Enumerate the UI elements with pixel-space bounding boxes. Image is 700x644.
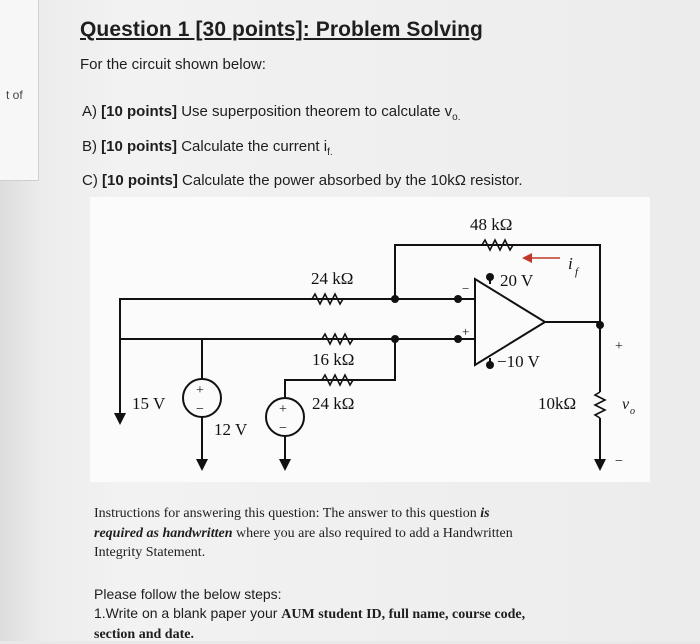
junction-dot [486,361,494,369]
source-12v-plus: + [279,402,287,417]
vo-minus-sign: − [615,454,623,469]
vcc-pos-label: 20 V [500,271,534,290]
vo-label-sub: o [630,406,635,417]
current-label: i [568,254,573,273]
step-1-continued: section and date. [94,627,194,642]
source-12v-label: 12 V [214,420,248,439]
source-12v-minus: − [279,421,287,436]
vo-label: v [622,396,630,413]
source-15v-minus: − [196,402,204,417]
part-a-points: [10 points] [101,103,178,120]
input1-resistor [312,294,343,304]
part-c-text: Calculate the power absorbed by the 10kΩ resistor. [182,172,523,189]
circuit-diagram [90,197,650,482]
part-c-letter: C) [82,172,98,189]
opamp-minus-sign: − [462,281,470,296]
part-a-sub: o. [452,112,461,123]
load-resistor-label: 10kΩ [538,394,577,413]
source-15v-plus: + [196,383,204,398]
current-label-sub: f [575,266,579,278]
source-15v-label: 15 V [132,394,166,413]
left-ground-arrow [114,413,126,425]
part-c-points: [10 points] [102,172,178,189]
instructions-line-2: required as handwritten where you are also required to add a Handwritten [94,526,513,541]
part-b-letter: B) [82,138,97,155]
input1-resistor-label: 24 kΩ [311,269,354,288]
vo-plus-sign: + [615,339,623,354]
page-navigation-panel[interactable] [0,0,39,181]
load-ground [594,459,606,471]
part-a-letter: A) [82,103,97,120]
input2-resistor-label: 16 kΩ [312,350,355,369]
opamp-plus-sign: + [462,324,470,339]
page-count-label: t of [6,88,23,102]
junction-dot [454,335,462,343]
output-wire [545,322,600,392]
question-part-b [82,138,333,158]
step-1: 1.Write on a blank paper your AUM student ID, full name, course code, [94,605,526,622]
question-intro: For the circuit shown below: [80,56,266,73]
part-a-text: Use superposition theorem to calculate v [181,103,453,120]
current-arrow-head [522,253,532,263]
feedback-resistor-label: 48 kΩ [470,215,513,234]
vcc-neg-label: −10 V [497,352,540,371]
circuit-svg [90,197,650,482]
feedback-resistor [482,240,513,250]
load-resistor [595,392,605,418]
junction-dot [454,295,462,303]
question-part-c [82,172,523,189]
input3-resistor [322,375,353,385]
junction-dot [596,321,604,329]
part-b-sub: f. [327,147,333,158]
source-15v-ground [196,459,208,471]
steps-section [94,585,525,644]
question-part-a [82,103,461,123]
source-12v-ground [279,459,291,471]
input3-resistor-label: 24 kΩ [312,394,355,413]
junction-dot [391,335,399,343]
instructions-line-3: Integrity Statement. [94,545,206,560]
part-b-text: Calculate the current i [181,138,328,155]
junction-dot [486,273,494,281]
junction-dot [391,295,399,303]
steps-intro: Please follow the below steps: [94,586,282,602]
instructions-line-1: Instructions for answering this question: The answer to this question is [94,506,490,521]
question-title: Question 1 [30 points]: Problem Solving [80,18,483,41]
part-b-points: [10 points] [101,138,178,155]
input2-resistor [322,334,353,344]
